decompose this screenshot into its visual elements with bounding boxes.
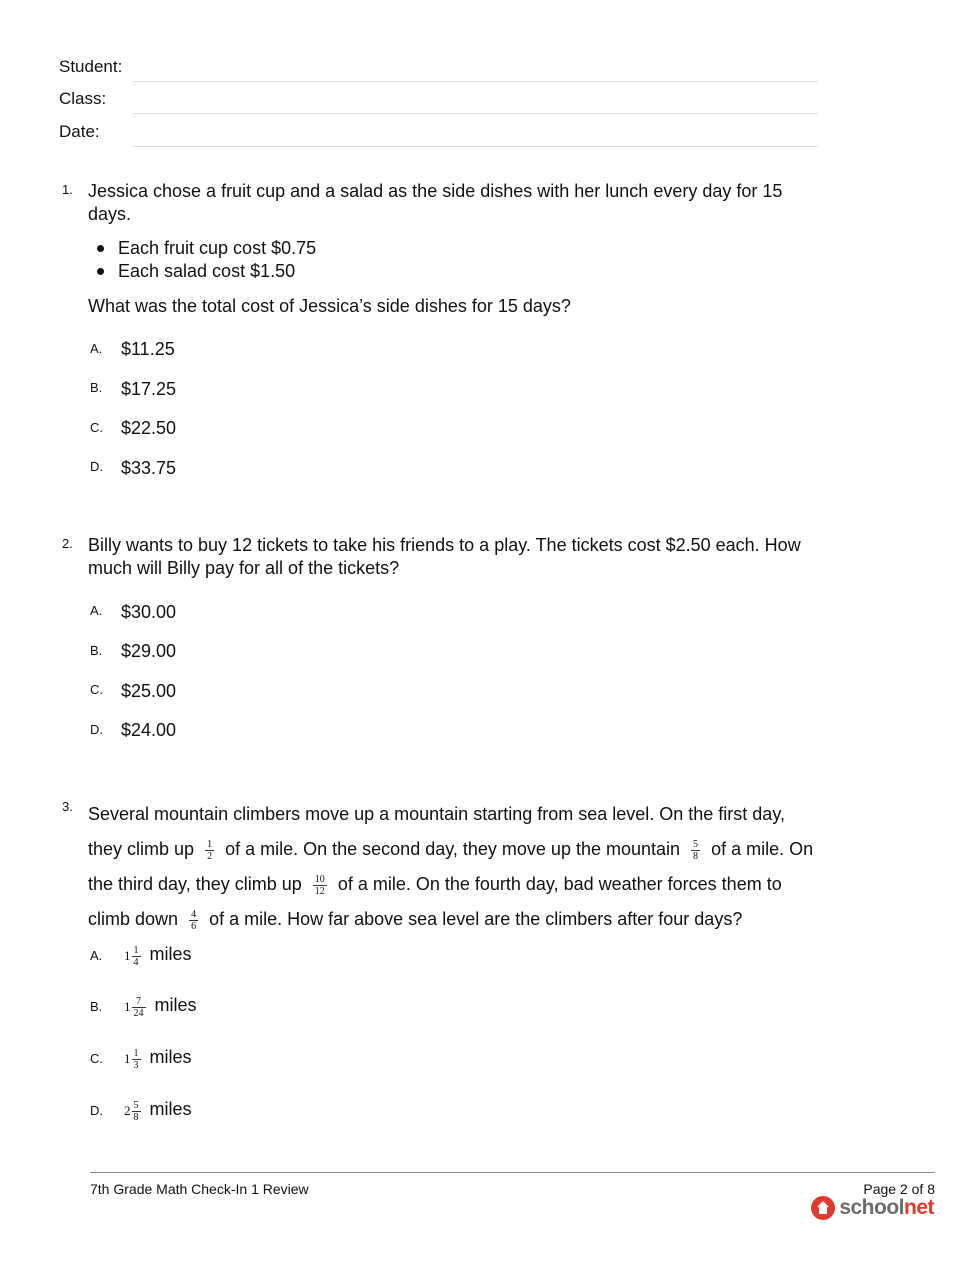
option-d[interactable] [124,1099,192,1123]
fraction-denominator: 3 [133,1059,139,1071]
fraction-denominator: 8 [133,1111,139,1123]
option-letter: B. [90,380,103,395]
question-prompt: What was the total cost of Jessica’s side dishes for 15 days? [88,296,571,316]
mixed-number [124,996,150,1019]
fraction-denominator: 2 [207,850,213,862]
date-field-line[interactable] [133,146,818,147]
question-text-segment: of a mile. On the second day, they move up the mountain [225,839,681,859]
option-c[interactable]: $25.00 [121,681,177,701]
student-field-line[interactable] [133,81,818,82]
fraction [189,909,198,932]
question-number: 3. [62,799,73,814]
mixed-whole: 1 [124,1051,131,1066]
option-unit: miles [149,1047,192,1067]
option-letter: A. [90,948,103,963]
bullet-item: Each fruit cup cost $0.75 [95,237,316,260]
option-b[interactable] [124,995,197,1019]
schoolnet-logo [811,1196,934,1220]
option-unit: miles [149,944,192,964]
option-letter: D. [90,722,103,737]
option-d[interactable]: $33.75 [121,458,177,478]
question-text-segment: of a mile. How far above sea level are the climbers after four days? [209,909,743,929]
logo-text [839,1196,934,1220]
mixed-whole: 1 [124,999,131,1014]
fraction-denominator: 12 [314,885,325,897]
option-c[interactable]: $22.50 [121,418,177,438]
question-number: 2. [62,536,73,551]
option-a[interactable] [124,944,192,968]
question-text [88,797,818,937]
fraction-numerator: 4 [191,908,197,920]
fraction [132,1100,141,1123]
question-text: Jessica chose a fruit cup and a salad as the side dishes with her lunch every day for 15 days. [88,181,783,224]
option-d[interactable]: $24.00 [121,720,177,740]
option-letter: C. [90,420,103,435]
class-field-line[interactable] [133,113,818,114]
fraction [205,839,214,862]
option-letter: B. [90,999,103,1014]
fraction [132,1048,141,1071]
fraction-numerator: 1 [133,1047,139,1059]
logo-text-net: net [904,1196,934,1219]
question-text-segment: of a mile. On the third day, they climb up [88,839,814,894]
option-c[interactable] [124,1047,192,1071]
question-text: Billy wants to buy 12 tickets to take his friends to a play. The tickets cost $2.50 each. How much will Billy pay for all of the tickets? [88,535,801,578]
option-b[interactable]: $29.00 [121,641,177,661]
bullet-list [95,237,316,283]
fraction [132,945,141,968]
option-letter: B. [90,643,103,658]
footer-title: 7th Grade Math Check-In 1 Review [90,1181,309,1197]
option-letter: D. [90,459,103,474]
fraction-numerator: 7 [136,995,141,1007]
fraction-denominator: 8 [693,850,699,862]
mixed-number [124,945,145,968]
question-number: 1. [62,182,73,197]
bullet-item: Each salad cost $1.50 [95,260,316,283]
fraction-denominator: 6 [191,920,197,932]
option-letter: D. [90,1103,103,1118]
mixed-number [124,1048,145,1071]
fraction-denominator: 4 [133,956,139,968]
logo-text-school: school [839,1196,904,1219]
class-label: Class: [59,89,107,108]
mixed-whole: 2 [124,1103,131,1118]
option-letter: C. [90,1051,103,1066]
option-unit: miles [154,995,197,1015]
mixed-number [124,1100,145,1123]
mixed-whole: 1 [124,948,131,963]
fraction-denominator: 24 [133,1007,144,1019]
fraction-numerator: 1 [133,944,139,956]
option-unit: miles [149,1099,192,1119]
house-icon [811,1196,835,1220]
option-letter: A. [90,603,103,618]
option-letter: C. [90,682,103,697]
fraction [132,996,146,1019]
fraction-numerator: 5 [693,838,699,850]
option-b[interactable]: $17.25 [121,379,177,399]
option-letter: A. [90,341,103,356]
date-label: Date: [59,122,100,141]
fraction-numerator: 5 [133,1099,139,1111]
option-a[interactable]: $11.25 [121,339,175,359]
question-text-segment: of a mile. On the fourth day, bad weather forces them to climb down [88,874,782,929]
question-text-segment: Several mountain climbers move up a mountain starting from sea level. On the first day, they climb up [88,804,785,859]
fraction-numerator: 10 [314,873,325,885]
fraction [691,839,700,862]
option-a[interactable]: $30.00 [121,602,177,622]
footer-divider [90,1172,935,1173]
page-indicator: Page 2 of 8 [863,1181,935,1197]
fraction-numerator: 1 [207,838,213,850]
student-label: Student: [59,57,123,76]
fraction [313,874,327,897]
